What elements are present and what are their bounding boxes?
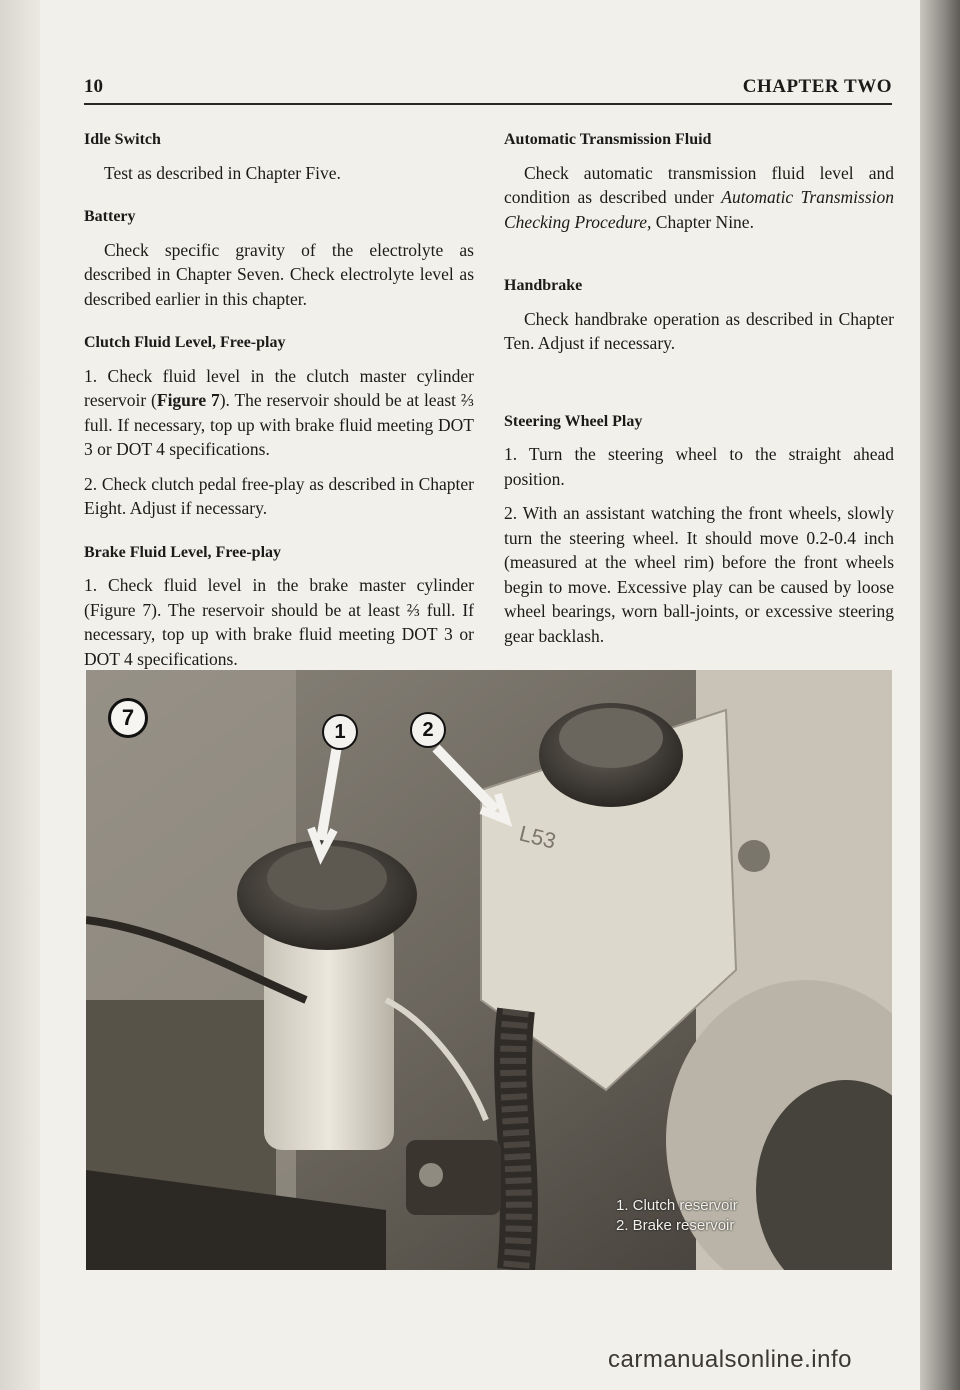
callout-1: 1 (322, 714, 358, 750)
page-gutter (0, 0, 40, 1390)
chapter-title: CHAPTER TWO (742, 76, 892, 97)
figure-legend (616, 1196, 738, 1236)
heading-battery: Battery (84, 208, 136, 225)
heading-clutch-fluid: Clutch Fluid Level, Free-play (84, 334, 286, 351)
clutch-step-1 (84, 364, 474, 462)
heading-handbrake: Handbrake (504, 277, 583, 294)
header-rule (84, 103, 892, 105)
idle-switch-text: Test as described in Chapter Five. (104, 162, 341, 183)
clutch-step-2: 2. Check clutch pedal free-play as described in Chapter Eight. Adjust if necessary. (84, 473, 474, 518)
clutch-step-1-a: 1. Check fluid level in the clutch master cylinder reservoir ( (84, 365, 474, 410)
heading-brake-fluid: Brake Fluid Level, Free-play (84, 543, 282, 561)
heading-steering: Steering Wheel Play (504, 412, 643, 430)
figure-reference: Figure 7 (156, 390, 220, 410)
watermark: carmanualsonline.info (608, 1346, 852, 1373)
heading-idle-switch: Idle Switch (84, 131, 161, 148)
figure-7-photo (86, 670, 892, 1270)
legend-item-brake: 2. Brake reservoir (616, 1217, 735, 1234)
atf-procedure-ref: Automatic Transmission Checking Procedure, (504, 187, 894, 232)
heading-atf: Automatic Transmission Fluid (504, 131, 712, 148)
callout-2: 2 (410, 712, 446, 748)
reservoir-marking: L53 (516, 820, 559, 854)
battery-text: Check specific gravity of the electrolyte as described in Chapter Seven. Check electrolyte level as described earlier in this chapter. (84, 239, 474, 309)
legend-item-clutch: 1. Clutch reservoir (616, 1197, 738, 1214)
steering-step-2: 2. With an assistant watching the front wheels, slowly turn the steering wheel. It should move 0.2-0.4 inch (measured at the wheel rim) before the front wheels begin to move. Excessive play can be caused by loose wheel bearings, worn ball-joints, or excessive steering gear backlash. (504, 503, 894, 646)
brake-step-1: 1. Check fluid level in the brake master cylinder (Figure 7). The reservoir should be at least ⅔ full. If necessary, top up with brake fluid meeting DOT 3 or DOT 4 specifications. (84, 575, 474, 669)
atf-text-b: Chapter Nine. (651, 211, 754, 232)
running-header (84, 72, 892, 102)
figure-number-badge: 7 (108, 698, 148, 738)
page-number: 10 (84, 76, 103, 97)
book-edge (920, 0, 960, 1390)
right-column (504, 128, 894, 658)
left-column (84, 128, 474, 681)
steering-step-1: 1. Turn the steering wheel to the straight ahead position. (504, 444, 894, 489)
atf-text (504, 161, 894, 235)
clutch-step-1-b: ). The reservoir should be at least ⅔ full. If necessary, top up with brake fluid meeting DOT 3 or DOT 4 specifications. (84, 390, 474, 459)
atf-text-a: Check automatic transmission fluid level and condition as described under (504, 162, 894, 207)
engine-bay-illustration (86, 670, 892, 1270)
handbrake-text: Check handbrake operation as described in Chapter Ten. Adjust if necessary. (504, 308, 894, 353)
